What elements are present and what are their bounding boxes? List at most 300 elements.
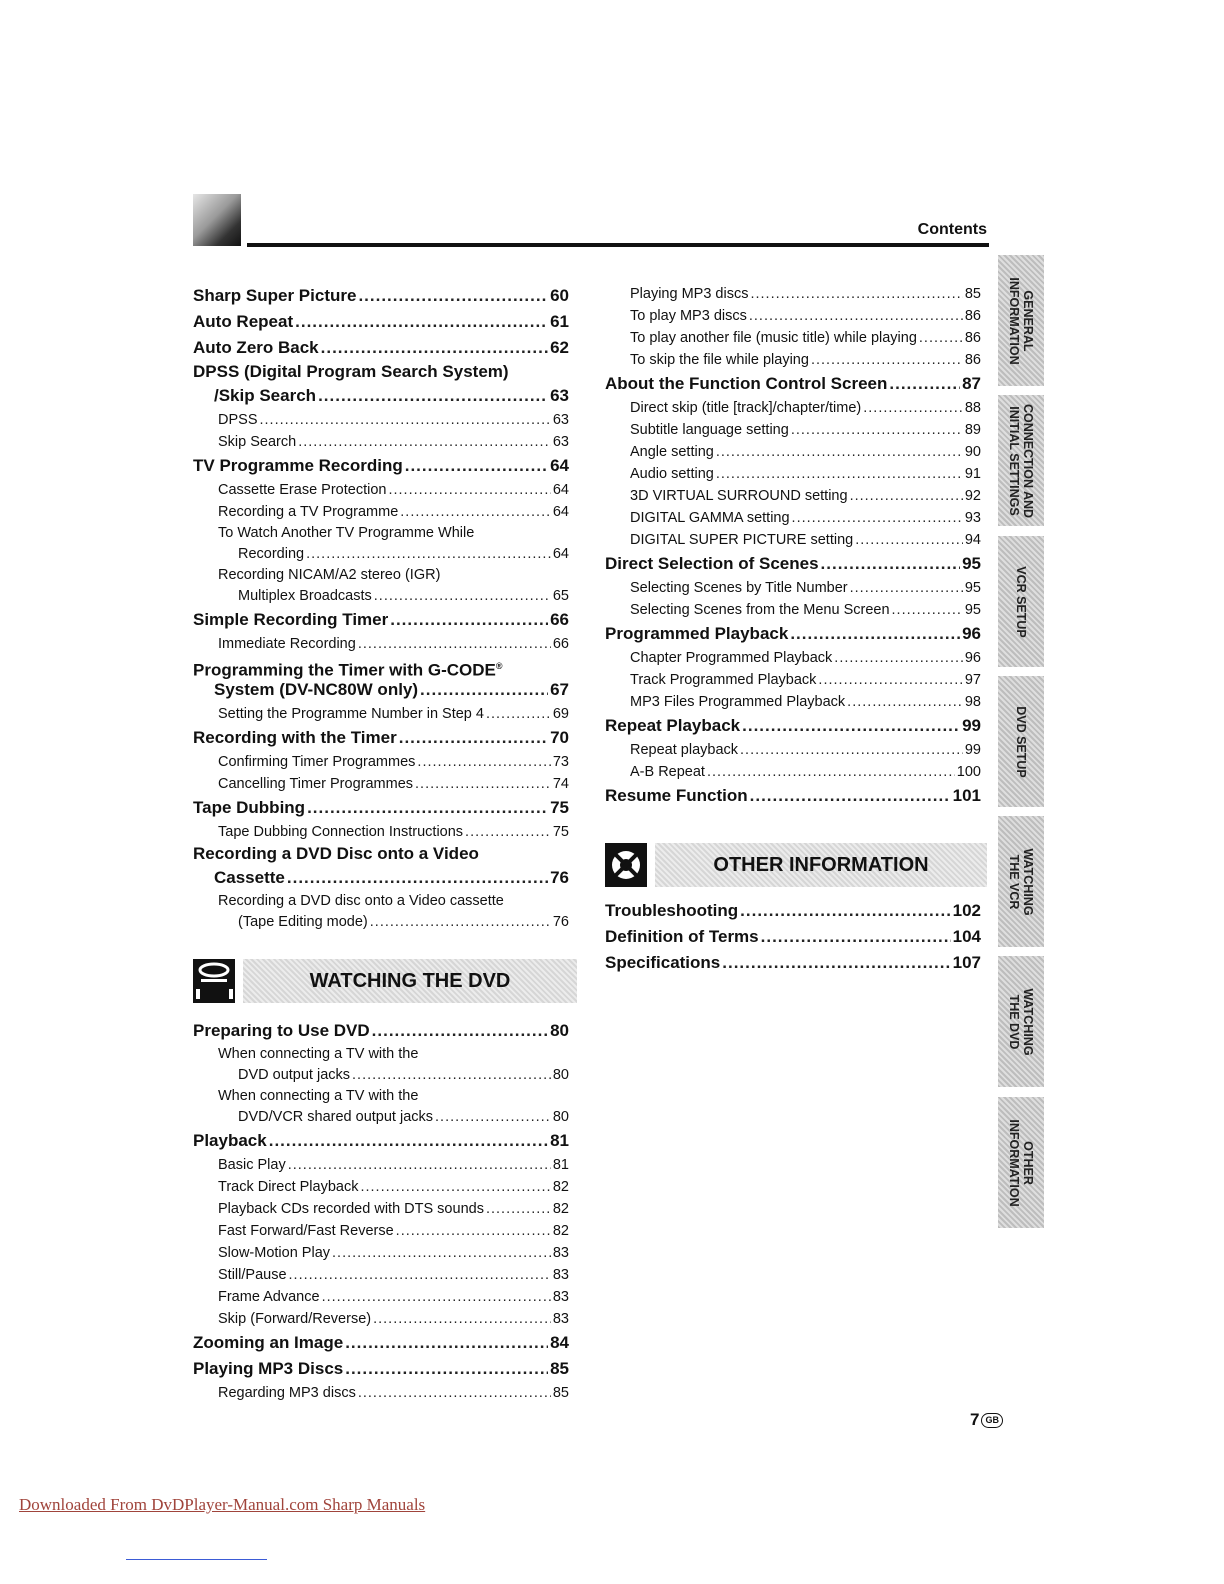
- toc-page-number: 63: [552, 412, 569, 428]
- toc-leader-dots: [435, 1106, 551, 1128]
- toc-entry-title: /Skip Search: [214, 386, 317, 405]
- toc-leader-dots: [352, 1064, 551, 1086]
- toc-sub-entry[interactable]: [605, 305, 981, 327]
- toc-leader-dots: [358, 1382, 551, 1404]
- toc-leader-dots: [722, 950, 950, 976]
- toc-sub-entry[interactable]: [193, 1198, 569, 1220]
- toc-page-number: 80: [552, 1109, 569, 1125]
- toc-sub-entry[interactable]: [605, 507, 981, 529]
- toc-subheading-line: [193, 1044, 569, 1064]
- toc-main-entry[interactable]: [193, 1128, 569, 1154]
- region-badge: GB: [981, 1413, 1003, 1428]
- toc-sub-entry[interactable]: [193, 751, 569, 773]
- toc-page-number: 90: [964, 444, 981, 460]
- toc-entry-title: Audio setting: [630, 466, 714, 482]
- toc-entry-title: Playback CDs recorded with DTS sounds: [218, 1201, 484, 1217]
- toc-page-number: 69: [552, 706, 569, 722]
- side-tab-label: GENERAL INFORMATION: [1007, 276, 1035, 365]
- toc-leader-dots: [287, 865, 548, 891]
- toc-entry-title: Fast Forward/Fast Reverse: [218, 1223, 394, 1239]
- toc-page-number: 65: [552, 588, 569, 604]
- toc-leader-dots: [295, 309, 548, 335]
- toc-sub-entry[interactable]: [193, 773, 569, 795]
- toc-entry-title: Troubleshooting: [605, 901, 739, 920]
- toc-page-number: 85: [552, 1385, 569, 1401]
- toc-page-number: 61: [550, 312, 569, 331]
- toc-sub-entry[interactable]: [605, 691, 981, 713]
- toc-entry-title: Specifications: [605, 953, 721, 972]
- toc-leader-dots: [740, 898, 950, 924]
- toc-sub-entry[interactable]: [193, 1106, 569, 1128]
- side-tab-label: OTHER INFORMATION: [1007, 1118, 1035, 1207]
- toc-page-number: 107: [952, 953, 981, 972]
- dvd-section-icon: [193, 959, 235, 1003]
- side-tab-label: DVD SETUP: [1014, 705, 1028, 778]
- toc-page-number: 83: [552, 1245, 569, 1261]
- toc-page-number: 92: [964, 488, 981, 504]
- toc-page-number: 74: [552, 776, 569, 792]
- toc-sub-entry[interactable]: [193, 821, 569, 843]
- page-title: Contents: [917, 221, 987, 238]
- toc-page-number: 93: [964, 510, 981, 526]
- toc-entry-title: Simple Recording Timer: [193, 610, 389, 629]
- side-tab-watching-dvd[interactable]: [998, 956, 1044, 1087]
- toc-leader-dots: [742, 713, 960, 739]
- toc-page-number: 75: [552, 824, 569, 840]
- toc-leader-dots: [318, 383, 548, 409]
- toc-sub-entry[interactable]: [605, 485, 981, 507]
- toc-entry-title: Track Direct Playback: [218, 1179, 359, 1195]
- toc-entry-title: Playing MP3 discs: [630, 286, 749, 302]
- toc-leader-dots: [298, 431, 551, 453]
- toc-sub-entry[interactable]: [605, 739, 981, 761]
- toc-leader-dots: [790, 621, 960, 647]
- toc-entry-title: 3D VIRTUAL SURROUND setting: [630, 488, 848, 504]
- toc-main-entry[interactable]: [193, 865, 569, 891]
- toc-entry-title: Tape Dubbing Connection Instructions: [218, 824, 464, 840]
- toc-sub-entry[interactable]: [605, 669, 981, 691]
- toc-sub-entry[interactable]: [605, 419, 981, 441]
- toc-entry-title: Recording NICAM/A2 stereo (IGR): [218, 567, 441, 583]
- toc-leader-dots: [892, 599, 963, 621]
- toc-main-entry[interactable]: [193, 335, 569, 361]
- toc-sub-entry[interactable]: [193, 911, 569, 933]
- toc-entry-title: Subtitle language setting: [630, 422, 789, 438]
- toc-page-number: 85: [550, 1359, 569, 1378]
- toc-page-number: 63: [550, 386, 569, 405]
- toc-leader-dots: [850, 485, 963, 507]
- toc-leader-dots: [372, 1018, 548, 1044]
- toc-entry-title: Skip (Forward/Reverse): [218, 1311, 372, 1327]
- toc-page-number: 66: [550, 610, 569, 629]
- toc-sub-entry[interactable]: [605, 283, 981, 305]
- toc-entry-title: Selecting Scenes from the Menu Screen: [630, 602, 890, 618]
- toc-page-number: 100: [956, 764, 981, 780]
- toc-entry-title: MP3 Files Programmed Playback: [630, 694, 846, 710]
- toc-leader-dots: [420, 677, 548, 703]
- toc-sub-entry[interactable]: [193, 1382, 569, 1404]
- toc-entry-title: Multiplex Broadcasts: [238, 588, 372, 604]
- toc-subheading-line: [193, 1086, 569, 1106]
- toc-leader-dots: [486, 703, 551, 725]
- toc-page-number: 81: [550, 1131, 569, 1150]
- toc-sub-entry[interactable]: [193, 1220, 569, 1242]
- toc-sub-entry[interactable]: [193, 409, 569, 431]
- toc-page-number: 73: [552, 754, 569, 770]
- toc-entry-title: DVD output jacks: [238, 1067, 351, 1083]
- toc-entry-title: Direct skip (title [track]/chapter/time): [630, 400, 862, 416]
- toc-page-number: 83: [552, 1311, 569, 1327]
- toc-entry-title: To play another file (music title) while playing: [630, 330, 917, 346]
- toc-entry-title: Immediate Recording: [218, 636, 356, 652]
- toc-page-number: 89: [964, 422, 981, 438]
- section-banner-label: WATCHING THE DVD: [243, 959, 577, 1003]
- toc-page-number: 96: [964, 650, 981, 666]
- toc-page-number: 102: [952, 901, 981, 920]
- toc-leader-dots: [269, 1128, 548, 1154]
- toc-page-number: 82: [552, 1201, 569, 1217]
- toc-page-number: 64: [552, 546, 569, 562]
- toc-page-number: 86: [964, 330, 981, 346]
- toc-leader-dots: [307, 795, 548, 821]
- toc-main-entry[interactable]: [605, 371, 981, 397]
- toc-leader-dots: [811, 349, 963, 371]
- toc-entry-title: DVD/VCR shared output jacks: [238, 1109, 434, 1125]
- toc-leader-dots: [390, 607, 548, 633]
- toc-entry-title: DIGITAL SUPER PICTURE setting: [630, 532, 854, 548]
- toc-page-number: 82: [552, 1223, 569, 1239]
- toc-page-number: 88: [964, 400, 981, 416]
- toc-main-entry[interactable]: [193, 725, 569, 751]
- side-tab-general-information[interactable]: [998, 255, 1044, 386]
- toc-sub-entry[interactable]: [193, 1154, 569, 1176]
- toc-right-column: [605, 283, 981, 809]
- toc-main-entry[interactable]: [605, 950, 981, 976]
- side-tab-label: VCR SETUP: [1014, 565, 1028, 638]
- toc-leader-dots: [919, 327, 963, 349]
- toc-sub-entry[interactable]: [193, 479, 569, 501]
- toc-entry-title: Frame Advance: [218, 1289, 320, 1305]
- toc-leader-dots: [288, 1154, 551, 1176]
- toc-leader-dots: [360, 1176, 550, 1198]
- toc-leader-dots: [821, 551, 961, 577]
- toc-sub-entry[interactable]: [193, 703, 569, 725]
- toc-entry-title: Basic Play: [218, 1157, 286, 1173]
- toc-page-number: 99: [964, 742, 981, 758]
- page-number-value: 7: [970, 1410, 980, 1429]
- toc-leader-dots: [306, 543, 551, 565]
- toc-main-entry[interactable]: [193, 453, 569, 479]
- toc-leader-dots: [716, 441, 963, 463]
- toc-leader-dots: [834, 647, 963, 669]
- toc-page-number: 60: [550, 286, 569, 305]
- toc-page-number: 86: [964, 352, 981, 368]
- corner-graphic: [193, 194, 241, 246]
- toc-main-entry[interactable]: [193, 283, 569, 309]
- toc-leader-dots: [486, 1198, 551, 1220]
- toc-entry-title: Sharp Super Picture: [193, 286, 357, 305]
- toc-leader-dots: [749, 305, 963, 327]
- side-tab-label: WATCHING THE DVD: [1007, 987, 1035, 1056]
- toc-page-number: 82: [552, 1179, 569, 1195]
- toc-entry-title: (Tape Editing mode): [238, 914, 368, 930]
- toc-leader-dots: [388, 479, 550, 501]
- toc-entry-title: Preparing to Use DVD: [193, 1021, 370, 1040]
- toc-subheading-line: [193, 523, 569, 543]
- toc-leader-dots: [818, 669, 962, 691]
- toc-page-number: 95: [964, 580, 981, 596]
- toc-page-number: 75: [550, 798, 569, 817]
- toc-sub-entry[interactable]: [193, 1308, 569, 1330]
- toc-leader-dots: [396, 1220, 551, 1242]
- toc-entry-title: When connecting a TV with the: [218, 1046, 419, 1062]
- toc-entry-title: DPSS: [218, 412, 258, 428]
- toc-entry-title: Cancelling Timer Programmes: [218, 776, 414, 792]
- toc-page-number: 87: [962, 374, 981, 393]
- toc-sub-entry[interactable]: [193, 543, 569, 565]
- side-tab-label: CONNECTION AND INITIAL SETTINGS: [1007, 403, 1035, 518]
- toc-other-section: [605, 898, 981, 976]
- toc-entry-title: Slow-Motion Play: [218, 1245, 331, 1261]
- side-tab-label: WATCHING THE VCR: [1007, 847, 1035, 916]
- toc-main-entry[interactable]: [605, 713, 981, 739]
- toc-page-number: 81: [552, 1157, 569, 1173]
- toc-page-number: 94: [964, 532, 981, 548]
- toc-page-number: 76: [552, 914, 569, 930]
- toc-leader-dots: [399, 725, 548, 751]
- toc-leader-dots: [863, 397, 963, 419]
- toc-main-entry[interactable]: [193, 1330, 569, 1356]
- toc-entry-title: Track Programmed Playback: [630, 672, 817, 688]
- toc-page-number: 83: [552, 1289, 569, 1305]
- toc-leader-dots: [260, 409, 551, 431]
- toc-entry-title: Recording a DVD disc onto a Video cassette: [218, 893, 504, 909]
- toc-page-number: 95: [962, 554, 981, 573]
- toc-leader-dots: [400, 501, 551, 523]
- toc-left-column: [193, 283, 569, 933]
- toc-page-number: 91: [964, 466, 981, 482]
- toc-page-number: 64: [552, 504, 569, 520]
- toc-page-number: 80: [552, 1067, 569, 1083]
- toc-entry-title: Tape Dubbing: [193, 798, 306, 817]
- footer-download-link[interactable]: Downloaded From DvDPlayer-Manual.com Sharp Manuals: [19, 1495, 426, 1514]
- toc-leader-dots: [791, 419, 963, 441]
- toc-leader-dots: [373, 1308, 551, 1330]
- registered-mark: ®: [495, 661, 503, 671]
- toc-entry-title: Programming the Timer with G-CODE: [193, 660, 496, 680]
- toc-page-number: 99: [962, 716, 981, 735]
- toc-sub-entry[interactable]: [605, 463, 981, 485]
- toc-page-number: 96: [962, 624, 981, 643]
- side-tab-vcr-setup[interactable]: [998, 536, 1044, 667]
- toc-entry-title: When connecting a TV with the: [218, 1088, 419, 1104]
- toc-sub-entry[interactable]: [605, 397, 981, 419]
- toc-entry-title: To skip the file while playing: [630, 352, 809, 368]
- toc-sub-entry[interactable]: [605, 441, 981, 463]
- toc-main-entry[interactable]: [193, 1018, 569, 1044]
- toc-entry-title: Selecting Scenes by Title Number: [630, 580, 848, 596]
- toc-entry-title: Chapter Programmed Playback: [630, 650, 833, 666]
- toc-sub-entry[interactable]: [605, 577, 981, 599]
- toc-sub-entry[interactable]: [193, 501, 569, 523]
- toc-leader-dots: [889, 371, 960, 397]
- toc-sub-entry[interactable]: [605, 599, 981, 621]
- side-tab-dvd-setup[interactable]: [998, 676, 1044, 807]
- toc-main-entry[interactable]: [605, 551, 981, 577]
- toc-sub-entry[interactable]: [605, 529, 981, 551]
- toc-page-number: 95: [964, 602, 981, 618]
- toc-main-entry[interactable]: [193, 677, 569, 703]
- toc-page-number: 104: [952, 927, 981, 946]
- toc-entry-title: DIGITAL GAMMA setting: [630, 510, 790, 526]
- toc-entry-title: Angle setting: [630, 444, 714, 460]
- toc-entry-title: To Watch Another TV Programme While: [218, 525, 475, 541]
- section-banner-watching-dvd: [193, 959, 577, 1003]
- toc-entry-title: Recording a DVD Disc onto a Video: [193, 844, 479, 863]
- toc-entry-title: Setting the Programme Number in Step 4: [218, 706, 484, 722]
- footer-underline: [126, 1559, 267, 1560]
- toc-main-entry[interactable]: [193, 607, 569, 633]
- toc-leader-dots: [332, 1242, 551, 1264]
- toc-main-entry[interactable]: [605, 783, 981, 809]
- section-banner-label: OTHER INFORMATION: [655, 843, 987, 887]
- toc-leader-dots: [322, 1286, 551, 1308]
- toc-leader-dots: [855, 529, 963, 551]
- toc-main-entry[interactable]: [193, 1356, 569, 1382]
- toc-leader-dots: [465, 821, 551, 843]
- toc-entry-title: Regarding MP3 discs: [218, 1385, 356, 1401]
- toc-leader-dots: [740, 739, 963, 761]
- toc-sub-entry[interactable]: [193, 585, 569, 607]
- toc-sub-entry[interactable]: [193, 1286, 569, 1308]
- toc-leader-dots: [761, 924, 951, 950]
- toc-entry-title: To play MP3 discs: [630, 308, 747, 324]
- toc-entry-title: Still/Pause: [218, 1267, 287, 1283]
- toc-page-number: 101: [952, 786, 981, 805]
- toc-main-entry[interactable]: [605, 924, 981, 950]
- toc-entry-title: Definition of Terms: [605, 927, 759, 946]
- toc-sub-entry[interactable]: [193, 1176, 569, 1198]
- toc-heading-line: [193, 361, 569, 383]
- toc-leader-dots: [405, 453, 548, 479]
- toc-page-number: 98: [964, 694, 981, 710]
- toc-entry-title: Recording: [238, 546, 305, 562]
- toc-main-entry[interactable]: [193, 309, 569, 335]
- toc-page-number: 76: [550, 868, 569, 887]
- toc-entry-title: DPSS (Digital Program Search System): [193, 362, 509, 381]
- toc-entry-title: Direct Selection of Scenes: [605, 554, 819, 573]
- toc-entry-title: Playback: [193, 1131, 267, 1150]
- toc-leader-dots: [847, 691, 963, 713]
- toc-leader-dots: [345, 1330, 548, 1356]
- page-number: [970, 1410, 1003, 1430]
- toc-page-number: 67: [550, 680, 569, 699]
- side-tab-connection-initial-settings[interactable]: [998, 395, 1044, 526]
- toc-leader-dots: [289, 1264, 551, 1286]
- other-info-section-icon: [605, 843, 647, 887]
- toc-entry-title: Skip Search: [218, 434, 297, 450]
- toc-sub-entry[interactable]: [605, 761, 981, 783]
- toc-page-number: 85: [964, 286, 981, 302]
- toc-sub-entry[interactable]: [605, 349, 981, 371]
- toc-leader-dots: [345, 1356, 548, 1382]
- toc-leader-dots: [707, 761, 955, 783]
- toc-entry-title: About the Function Control Screen: [605, 374, 888, 393]
- toc-main-entry[interactable]: [605, 898, 981, 924]
- toc-leader-dots: [374, 585, 551, 607]
- toc-entry-title: Auto Zero Back: [193, 338, 319, 357]
- section-banner-other-information: [605, 843, 987, 887]
- toc-page-number: 84: [550, 1333, 569, 1352]
- side-tab-other-information[interactable]: [998, 1097, 1044, 1228]
- toc-entry-title: A-B Repeat: [630, 764, 705, 780]
- toc-heading-line: [193, 655, 569, 680]
- toc-leader-dots: [358, 633, 551, 655]
- toc-entry-title: TV Programme Recording: [193, 456, 403, 475]
- toc-page-number: 70: [550, 728, 569, 747]
- toc-leader-dots: [358, 283, 548, 309]
- toc-main-entry[interactable]: [605, 621, 981, 647]
- toc-entry-title: Cassette Erase Protection: [218, 482, 387, 498]
- toc-leader-dots: [716, 463, 963, 485]
- toc-leader-dots: [321, 335, 548, 361]
- toc-sub-entry[interactable]: [193, 1242, 569, 1264]
- toc-sub-entry[interactable]: [193, 1264, 569, 1286]
- toc-entry-title: Auto Repeat: [193, 312, 294, 331]
- toc-leader-dots: [415, 773, 551, 795]
- toc-entry-title: Confirming Timer Programmes: [218, 754, 416, 770]
- toc-page-number: 62: [550, 338, 569, 357]
- toc-page-number: 83: [552, 1267, 569, 1283]
- toc-leader-dots: [750, 283, 962, 305]
- toc-leader-dots: [370, 911, 551, 933]
- toc-entry-title: Resume Function: [605, 786, 748, 805]
- toc-page-number: 64: [552, 482, 569, 498]
- toc-leader-dots: [417, 751, 550, 773]
- toc-main-entry[interactable]: [193, 795, 569, 821]
- toc-sub-entry[interactable]: [605, 647, 981, 669]
- toc-entry-title: Programmed Playback: [605, 624, 789, 643]
- toc-sub-entry[interactable]: [605, 327, 981, 349]
- toc-main-entry[interactable]: [193, 383, 569, 409]
- toc-entry-title: Zooming an Image: [193, 1333, 344, 1352]
- toc-leader-dots: [750, 783, 951, 809]
- side-tab-watching-vcr[interactable]: [998, 816, 1044, 947]
- toc-entry-title: Repeat playback: [630, 742, 739, 758]
- toc-entry-title: Recording with the Timer: [193, 728, 397, 747]
- toc-subheading-line: [193, 891, 569, 911]
- toc-dvd-section: [193, 1018, 569, 1404]
- toc-page-number: 86: [964, 308, 981, 324]
- toc-entry-title: Playing MP3 Discs: [193, 1359, 344, 1378]
- toc-heading-line: [193, 843, 569, 865]
- toc-page-number: 63: [552, 434, 569, 450]
- toc-entry-title: System (DV-NC80W only): [214, 680, 419, 699]
- toc-subheading-line: [193, 565, 569, 585]
- toc-sub-entry[interactable]: [193, 1064, 569, 1086]
- toc-page-number: 80: [550, 1021, 569, 1040]
- toc-sub-entry[interactable]: [193, 633, 569, 655]
- toc-entry-title: Cassette: [214, 868, 285, 887]
- toc-page-number: 66: [552, 636, 569, 652]
- toc-sub-entry[interactable]: [193, 431, 569, 453]
- toc-page-number: 64: [550, 456, 569, 475]
- toc-leader-dots: [850, 577, 963, 599]
- toc-leader-dots: [792, 507, 963, 529]
- toc-entry-title: Recording a TV Programme: [218, 504, 399, 520]
- header-rule: [247, 243, 989, 247]
- toc-page-number: 97: [964, 672, 981, 688]
